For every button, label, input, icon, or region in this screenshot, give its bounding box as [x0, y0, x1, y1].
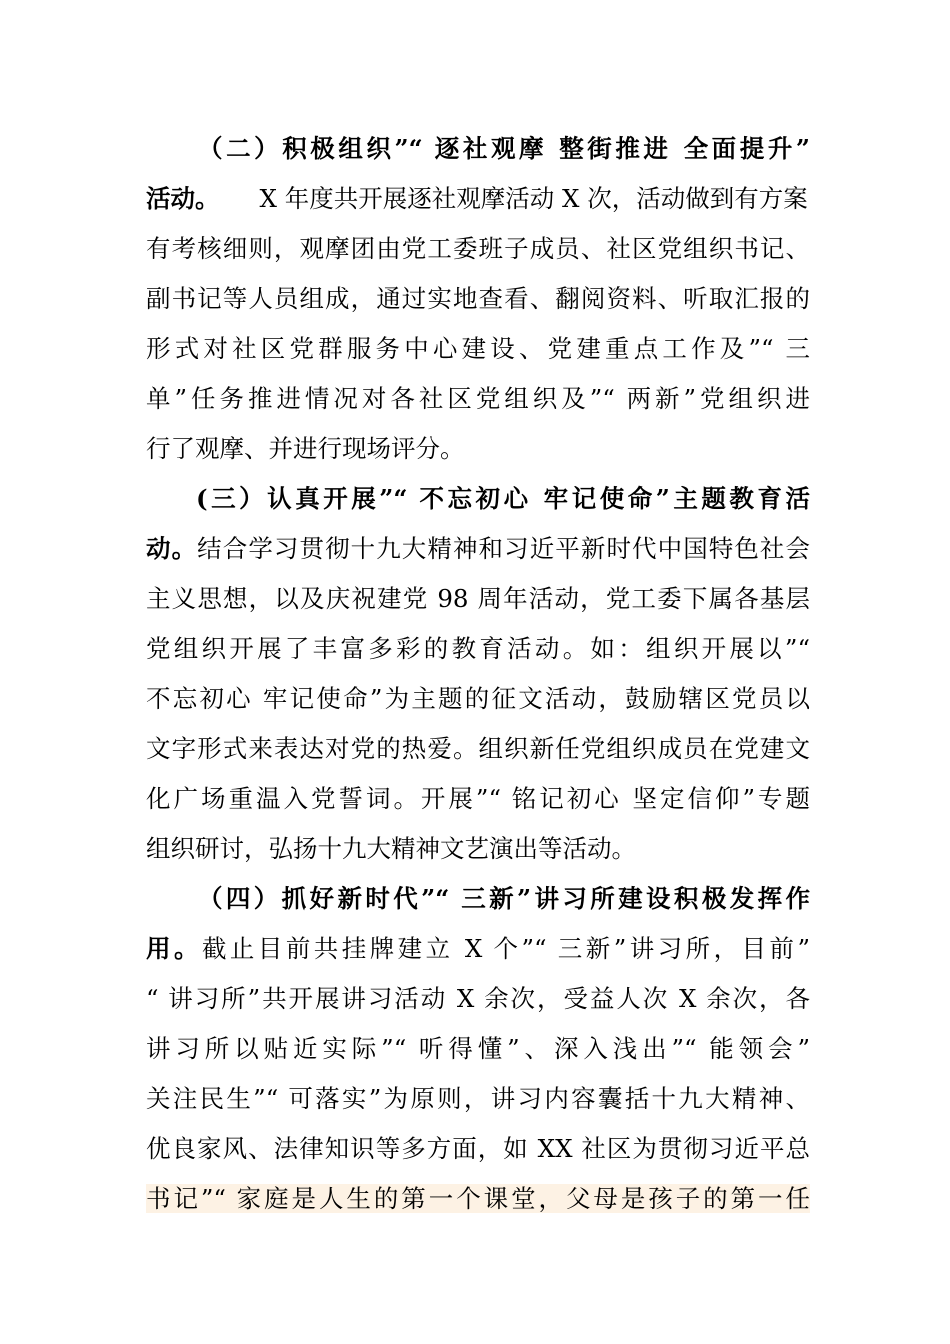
section3-line1-text: 结合学习贯彻十九大精神和习近平新时代中国特色社会 — [197, 534, 811, 563]
section4-heading-tail: 用。 — [146, 934, 202, 963]
section2-line2: 有考核细则，观摩团由党工委班子成员、社区党组织书记、 — [146, 234, 810, 263]
section2-line5: 单”任务推进情况对各社区党组织及”“ 两新”党组织进 — [146, 384, 810, 413]
section3-line7: 组织研讨，弘扬十九大精神文艺演出等活动。 — [146, 834, 636, 863]
section3-line5: 文字形式来表达对党的热爱。组织新任党组织成员在党建文 — [146, 734, 810, 763]
section3-heading-tail: 动。 — [146, 534, 198, 563]
section2-line4: 形式对社区党群服务中心建设、党建重点工作及”“ 三 — [146, 334, 810, 363]
section4-line6 — [146, 1174, 810, 1224]
section2-heading-tail: 活动。 — [146, 184, 220, 213]
section4-line1 — [146, 924, 810, 974]
section3-line2: 主义思想，以及庆祝建党 98 周年活动，党工委下属各基层 — [146, 584, 810, 613]
section4-line4: 关注民生”“ 可落实”为原则，讲习内容囊括十九大精神、 — [146, 1084, 810, 1113]
section4-line5: 优良家风、法律知识等多方面，如 XX 社区为贯彻习近平总 — [146, 1134, 810, 1163]
section4-line2: “ 讲习所”共开展讲习活动 X 余次，受益人次 X 余次，各 — [146, 984, 810, 1013]
document-body — [146, 124, 810, 1224]
section3-heading: (三）认真开展”“ 不忘初心 牢记使命”主题教育活 — [196, 484, 810, 513]
section4-heading: （四）抓好新时代”“ 三新”讲习所建设积极发挥作 — [198, 884, 810, 913]
highlighted-text: 书记”“ 家庭是人生的第一个课堂，父母是孩子的第一任 — [146, 1184, 810, 1213]
section4-line1-text: 截止目前共挂牌建立 X 个”“ 三新”讲习所，目前” — [201, 934, 811, 963]
section2-line1 — [146, 174, 810, 224]
section3-line3: 党组织开展了丰富多彩的教育活动。如：组织开展以”“ — [146, 634, 810, 663]
section3-line6: 化广场重温入党誓词。开展”“ 铭记初心 坚定信仰”专题 — [146, 784, 810, 813]
section2-line1-text: X 年度共开展逐社观摩活动 X 次，活动做到有方案 — [259, 184, 808, 213]
section2-line6: 行了观摩、并进行现场评分。 — [146, 434, 465, 463]
section2-heading: （二）积极组织”“ 逐社观摩 整街推进 全面提升” — [198, 134, 810, 163]
section4-line3: 讲习所以贴近实际”“ 听得懂”、深入浅出”“ 能领会” — [146, 1034, 810, 1063]
section3-line1 — [146, 524, 810, 574]
section3-line4: 不忘初心 牢记使命”为主题的征文活动，鼓励辖区党员以 — [146, 684, 810, 713]
section2-line3: 副书记等人员组成，通过实地查看、翻阅资料、听取汇报的 — [146, 284, 810, 313]
